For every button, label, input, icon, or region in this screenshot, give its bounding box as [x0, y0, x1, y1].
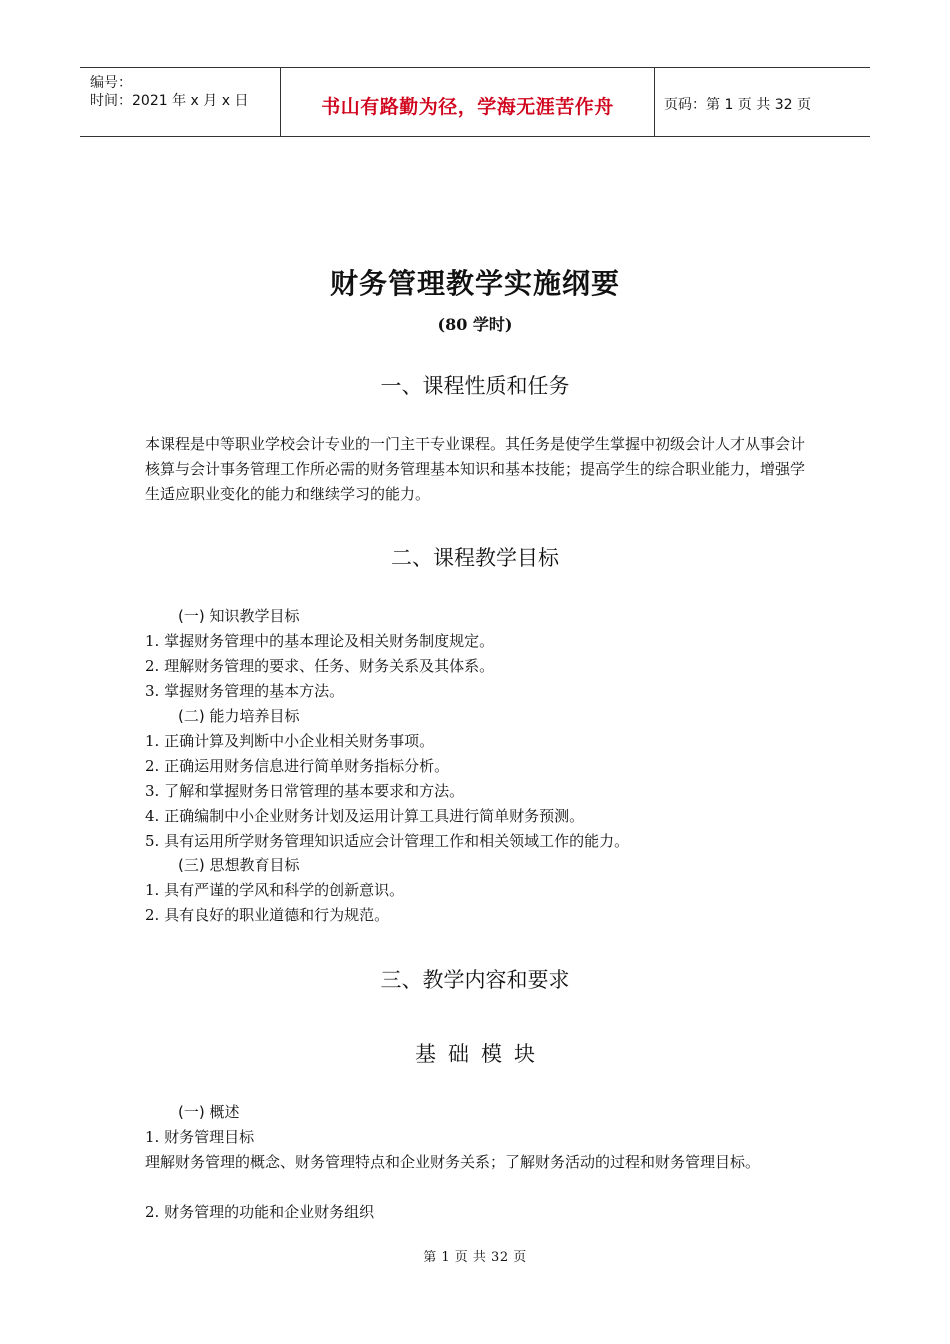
list-item: 1. 掌握财务管理中的基本理论及相关财务制度规定。: [145, 632, 495, 650]
document-number-label: 编号：: [90, 75, 132, 91]
header-page-info: 页码：第 1 页 共 32 页: [664, 97, 811, 113]
subheading-knowledge: (一) 知识教学目标: [178, 607, 300, 625]
list-item: 1. 财务管理目标: [145, 1128, 255, 1146]
document-date: 时间：2021 年 x 月 x 日: [90, 93, 249, 109]
section-nature-body: 本课程是中等职业学校会计专业的一门主干专业课程。其任务是使学生掌握中初级会计人才从事会计核算与会计事务管理工作所必需的财务管理基本知识和基本技能；提高学生的综合职业能力，增强学生适应职业变化的能力和继续学习的能力。: [145, 435, 806, 503]
list-item: 2. 财务管理的功能和企业财务组织: [145, 1203, 375, 1221]
list-item: 3. 了解和掌握财务日常管理的基本要求和方法。: [145, 782, 465, 800]
list-item: 2. 理解财务管理的要求、任务、财务关系及其体系。: [145, 657, 495, 675]
subheading-ability: (二) 能力培养目标: [178, 707, 300, 725]
overview-item-body: 理解财务管理的概念、财务管理特点和企业财务关系；了解财务活动的过程和财务管理目标。: [145, 1153, 761, 1171]
list-item: 2. 具有良好的职业道德和行为规范。: [145, 906, 390, 924]
course-hours: (80 学时): [437, 315, 513, 334]
header-motto-cell: [280, 68, 655, 136]
header-motto: 书山有路勤为径，学海无涯苦作舟: [321, 96, 614, 118]
module-heading: 基础模块: [415, 1042, 547, 1066]
list-item: 4. 正确编制中小企业财务计划及运用计算工具进行简单财务预测。: [145, 807, 585, 825]
subheading-ideology: (三) 思想教育目标: [178, 856, 300, 874]
section-heading-objectives: 二、课程教学目标: [391, 546, 559, 570]
list-item: 3. 掌握财务管理的基本方法。: [145, 682, 345, 700]
section-heading-nature: 一、课程性质和任务: [380, 374, 570, 398]
list-item: 1. 具有严谨的学风和科学的创新意识。: [145, 881, 405, 899]
page-footer: 第 1 页 共 32 页: [423, 1250, 527, 1265]
subheading-overview: (一) 概述: [178, 1103, 240, 1121]
list-item: 5. 具有运用所学财务管理知识适应会计管理工作和相关领域工作的能力。: [145, 832, 630, 850]
section-heading-content: 三、教学内容和要求: [380, 968, 570, 992]
document-title: 财务管理教学实施纲要: [329, 267, 620, 300]
header-meta-cell: [80, 68, 280, 136]
list-item: 1. 正确计算及判断中小企业相关财务事项。: [145, 732, 435, 750]
header-page-cell: [654, 68, 870, 136]
page-header: [80, 67, 870, 137]
list-item: 2. 正确运用财务信息进行简单财务指标分析。: [145, 757, 450, 775]
